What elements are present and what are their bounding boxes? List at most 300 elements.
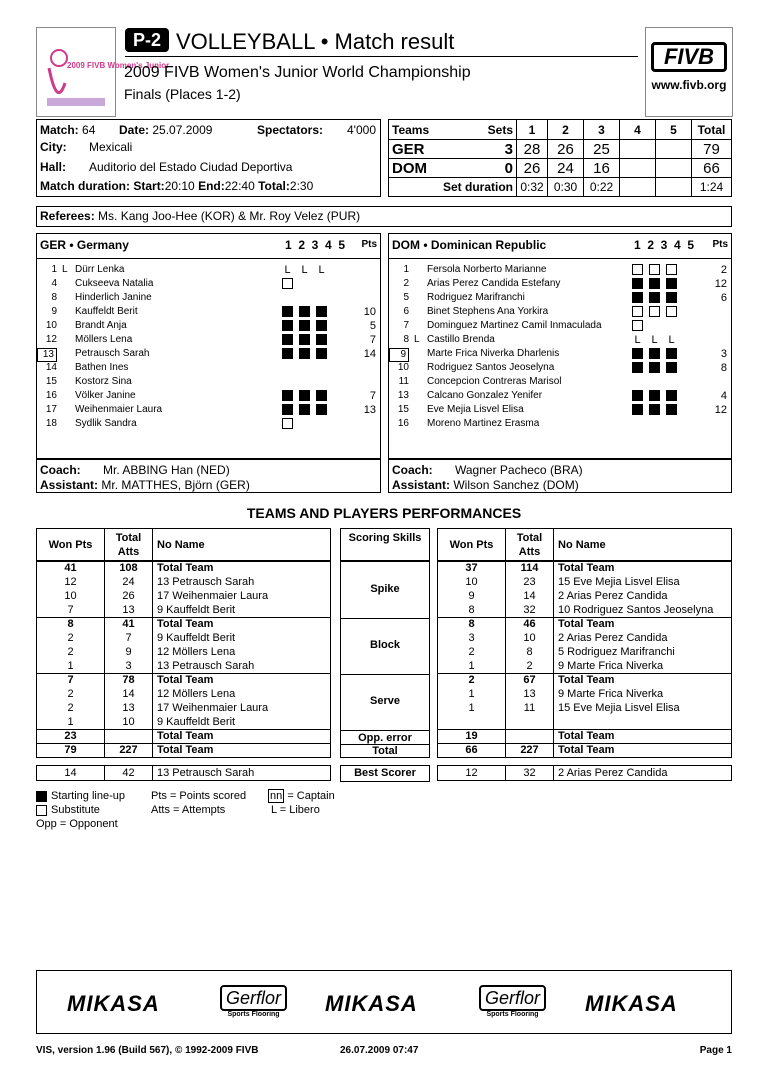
starting-square-icon — [316, 390, 327, 401]
coach-name: Mr. ABBING Han (NED) — [103, 463, 230, 477]
starting-square-icon — [299, 320, 310, 331]
player-row — [389, 333, 731, 347]
team-b-coach-box — [388, 459, 732, 493]
total-points: 79 — [692, 140, 732, 159]
perf-name: Total Team — [157, 730, 214, 742]
starting-square-icon — [632, 292, 643, 303]
perf-name: 9 Kauffeldt Berit — [157, 715, 236, 728]
assistant-label: Assistant: — [40, 478, 99, 492]
team-b-sets-header: 1 2 3 4 5 — [634, 238, 695, 252]
perf-atts: 2 — [506, 660, 554, 674]
player-row — [37, 277, 380, 291]
libero-set-marker: L — [318, 264, 325, 276]
sponsor-bar — [36, 970, 732, 1034]
coach-label: Coach: — [392, 463, 433, 477]
starting-square-icon — [282, 306, 293, 317]
player-points: 12 — [714, 404, 727, 416]
set-score — [656, 140, 692, 159]
player-row — [389, 361, 731, 375]
perf-won: 12 — [37, 576, 105, 590]
player-name: Dominguez Martinez Camil Inmaculada — [427, 320, 602, 331]
perf-row — [37, 716, 331, 730]
perf-row — [438, 660, 732, 674]
player-name: Eve Mejia Lisvel Elisa — [427, 404, 524, 415]
perf-name: 2 Arias Perez Candida — [558, 590, 668, 602]
perf-atts: 114 — [506, 562, 554, 576]
city-value: Mexicali — [89, 140, 133, 154]
best-scorer-label: Best Scorer — [340, 765, 430, 782]
perf-won: 8 — [37, 618, 105, 632]
player-number: 9 — [51, 306, 57, 317]
starting-square-icon — [632, 404, 643, 415]
footer-printed: 26.07.2009 07:47 — [340, 1045, 419, 1056]
perf-name: Total Team — [558, 730, 615, 742]
team-a-sets-header: 1 2 3 4 5 — [285, 238, 346, 252]
player-name: Cukseeva Natalia — [75, 278, 154, 289]
substitute-square-icon — [666, 264, 677, 275]
perf-row — [438, 590, 732, 604]
starting-square-icon — [666, 278, 677, 289]
referees-label: Referees: — [40, 209, 95, 223]
player-points: 8 — [720, 362, 727, 374]
score-header-set5: 5 — [656, 120, 692, 140]
skill-block: Block — [370, 639, 400, 651]
perf-name: Total Team — [157, 674, 214, 687]
set-score: 26 — [548, 140, 584, 159]
player-points: 3 — [720, 348, 727, 360]
match-date: 25.07.2009 — [152, 123, 213, 137]
perf-row — [37, 646, 331, 660]
best-won: 14 — [37, 766, 105, 781]
perf-row — [37, 590, 331, 604]
perf-won: 1 — [438, 688, 506, 702]
end-time: 22:40 — [224, 179, 255, 193]
perf-won: 2 — [37, 688, 105, 702]
player-name: Binet Stephens Ana Yorkira — [427, 306, 549, 317]
starting-square-icon — [299, 334, 310, 345]
best-scorer-a — [36, 765, 331, 781]
starting-square-icon — [649, 278, 660, 289]
perf-name: 2 Arias Perez Candida — [558, 632, 668, 644]
starting-square-icon — [316, 348, 327, 359]
perf-name: 9 Marte Frica Niverka — [558, 688, 664, 700]
perf-header-won: Won Pts — [438, 529, 506, 561]
player-name: Völker Janine — [75, 390, 136, 401]
score-table — [388, 119, 732, 197]
player-points: 10 — [363, 306, 376, 318]
legend-col3 — [268, 789, 335, 817]
set-duration: 0:32 — [517, 178, 548, 197]
total-label: Total: — [258, 179, 290, 193]
perf-row — [438, 702, 732, 716]
set-score — [656, 159, 692, 178]
perf-table-a — [36, 561, 331, 758]
sets-won: 0 — [479, 159, 517, 178]
player-number: 13 — [37, 348, 57, 362]
starting-square-icon — [666, 348, 677, 359]
player-points: 4 — [720, 390, 727, 402]
perf-header-total: Total Atts — [105, 529, 153, 561]
perf-name: Total Team — [558, 618, 615, 631]
player-number: 15 — [397, 404, 409, 415]
starting-square-icon — [316, 334, 327, 345]
player-points: 7 — [369, 334, 376, 346]
starting-square-icon — [632, 362, 643, 373]
substitute-square-icon — [666, 306, 677, 317]
set-score: 24 — [548, 159, 584, 178]
legend-libero: L = Libero — [271, 804, 320, 816]
perf-name: 12 Möllers Lena — [157, 646, 236, 658]
perf-atts: 9 — [105, 646, 153, 660]
starting-square-icon — [299, 404, 310, 415]
score-row-team-a — [389, 140, 732, 159]
perf-won: 8 — [438, 618, 506, 632]
set-duration: 0:30 — [548, 178, 584, 197]
starting-square-icon — [36, 791, 47, 802]
player-row — [37, 263, 380, 277]
player-number: 16 — [397, 418, 409, 429]
perf-row — [438, 632, 732, 646]
starting-square-icon — [666, 362, 677, 373]
player-row — [37, 389, 380, 403]
perf-name: 9 Kauffeldt Berit — [157, 603, 236, 616]
player-row — [37, 291, 380, 305]
team-b-pts-header: Pts — [712, 239, 728, 250]
player-number: 9 — [389, 348, 409, 362]
score-header-set4: 4 — [620, 120, 656, 140]
legend-col2 — [151, 789, 246, 817]
best-name: 2 Arias Perez Candida — [554, 766, 732, 781]
player-name: Möllers Lena — [75, 334, 133, 345]
player-row — [389, 389, 731, 403]
perf-name: Total Team — [558, 744, 615, 756]
substitute-square-icon — [632, 264, 643, 275]
fivb-logo-mark: FIVB — [651, 42, 727, 72]
player-name: Castillo Brenda — [427, 334, 495, 345]
player-name: Sydlik Sandra — [75, 418, 137, 429]
starting-square-icon — [282, 404, 293, 415]
set-duration-row — [389, 178, 732, 197]
perf-header-name: No Name — [153, 529, 331, 561]
perf-header-won: Won Pts — [37, 529, 105, 561]
starting-square-icon — [649, 362, 660, 373]
set-score: 26 — [517, 159, 548, 178]
match-info-box — [36, 119, 381, 197]
perf-row — [37, 744, 331, 758]
skill-opp-error: Opp. error — [358, 732, 412, 744]
perf-won: 2 — [438, 674, 506, 688]
score-header-set3: 3 — [584, 120, 620, 140]
perf-atts: 26 — [105, 590, 153, 604]
player-points: 5 — [369, 320, 376, 332]
legend-starting: Starting line-up — [51, 790, 125, 802]
team-b-panel — [388, 233, 732, 459]
perf-won: 2 — [37, 646, 105, 660]
player-row — [389, 417, 731, 431]
perf-name: 12 Möllers Lena — [157, 688, 236, 700]
perf-won: 1 — [438, 660, 506, 674]
footer-page: Page 1 — [699, 1045, 732, 1056]
perf-name: 15 Eve Mejia Lisvel Elisa — [558, 702, 680, 714]
player-row — [37, 319, 380, 333]
coach-label: Coach: — [40, 463, 81, 477]
perf-won: 2 — [438, 646, 506, 660]
libero-set-marker: L — [668, 334, 675, 346]
hall-value: Auditorio del Estado Ciudad Deportiva — [89, 160, 293, 174]
perf-name: 9 Kauffeldt Berit — [157, 632, 236, 644]
player-points: 14 — [363, 348, 376, 360]
perf-won: 7 — [37, 604, 105, 618]
player-number: 11 — [398, 376, 409, 387]
set-score: 25 — [584, 140, 620, 159]
perf-atts: 24 — [105, 576, 153, 590]
player-name: Arias Perez Candida Estefany — [427, 278, 561, 289]
sponsor-logo: MIKASA — [325, 991, 418, 1016]
perf-atts: 14 — [506, 590, 554, 604]
score-header-sets: Sets — [479, 120, 517, 140]
perf-header-total: Total Atts — [506, 529, 554, 561]
title-divider — [125, 56, 638, 57]
player-name: Moreno Martinez Erasma — [427, 418, 540, 429]
player-name: Weihenmaier Laura — [75, 404, 163, 415]
player-row — [389, 305, 731, 319]
perf-row — [37, 702, 331, 716]
perf-won: 9 — [438, 590, 506, 604]
perf-atts: 108 — [105, 562, 153, 576]
perf-row — [37, 576, 331, 590]
perf-won: 1 — [438, 702, 506, 716]
starting-square-icon — [632, 390, 643, 401]
perf-name: Total Team — [558, 562, 615, 575]
perf-row — [438, 576, 732, 590]
sponsor-logo-gerflor — [479, 985, 546, 1018]
referees-box — [36, 206, 732, 227]
skill-total: Total — [372, 745, 398, 757]
perf-atts — [105, 730, 153, 744]
end-label: End: — [198, 179, 225, 193]
perf-table-b — [437, 561, 732, 758]
perf-row — [37, 618, 331, 632]
perf-atts: 14 — [105, 688, 153, 702]
match-label: Match: — [40, 123, 79, 137]
coach-name: Wagner Pacheco (BRA) — [455, 463, 583, 477]
skill-spike: Spike — [370, 583, 400, 595]
libero-set-marker: L — [634, 334, 641, 346]
sponsor-logo: MIKASA — [67, 991, 160, 1016]
starting-square-icon — [649, 348, 660, 359]
player-row — [37, 375, 380, 389]
starting-square-icon — [632, 348, 643, 359]
perf-won: 66 — [438, 744, 506, 758]
perf-atts: 227 — [506, 744, 554, 758]
perf-name — [554, 716, 732, 730]
city-label: City: — [40, 140, 67, 154]
substitute-square-icon — [649, 306, 660, 317]
team-code: DOM — [389, 159, 479, 178]
fivb-logo — [645, 27, 733, 117]
player-row — [389, 347, 731, 361]
perf-row — [37, 674, 331, 688]
best-atts: 32 — [506, 766, 554, 781]
player-row — [37, 417, 380, 431]
player-number: 15 — [45, 376, 57, 387]
starting-square-icon — [632, 278, 643, 289]
set-score: 28 — [517, 140, 548, 159]
starting-square-icon — [299, 390, 310, 401]
player-number: 10 — [397, 362, 409, 373]
perf-won: 37 — [438, 562, 506, 576]
start-label: Start: — [133, 179, 165, 193]
perf-won: 3 — [438, 632, 506, 646]
player-name: Rodriguez Marifranchi — [427, 292, 525, 303]
starting-square-icon — [282, 334, 293, 345]
starting-square-icon — [282, 390, 293, 401]
libero-set-marker: L — [301, 264, 308, 276]
starting-square-icon — [649, 292, 660, 303]
match-number: 64 — [82, 123, 96, 137]
perf-row — [438, 562, 732, 576]
score-header-set1: 1 — [517, 120, 548, 140]
perf-row — [438, 618, 732, 632]
libero-set-marker: L — [284, 264, 291, 276]
footer-version: VIS, version 1.96 (Build 567), © 1992-2009 FIVB — [36, 1045, 259, 1056]
player-number: 12 — [45, 334, 57, 345]
substitute-square-icon — [632, 306, 643, 317]
player-number: 13 — [397, 390, 409, 401]
starting-square-icon — [649, 404, 660, 415]
page-title: VOLLEYBALL • Match result — [176, 29, 455, 54]
perf-atts: 10 — [506, 632, 554, 646]
assistant-label: Assistant: — [392, 478, 451, 492]
libero-marker: L — [414, 334, 420, 345]
set-duration — [656, 178, 692, 197]
player-number: 14 — [45, 362, 57, 373]
set-score — [620, 159, 656, 178]
player-row — [389, 403, 731, 417]
substitute-square-icon — [282, 278, 293, 289]
starting-square-icon — [649, 390, 660, 401]
player-number: 7 — [403, 320, 409, 331]
player-name: Hinderlich Janine — [75, 292, 152, 303]
player-row — [37, 333, 380, 347]
spectators-label: Spectators: — [257, 123, 324, 137]
starting-square-icon — [666, 292, 677, 303]
best-name: 13 Petrausch Sarah — [153, 766, 331, 781]
total-duration: 1:24 — [692, 178, 732, 197]
player-row — [389, 277, 731, 291]
libero-marker: L — [62, 264, 68, 275]
perf-won: 23 — [37, 730, 105, 744]
substitute-square-icon — [36, 805, 47, 816]
skills-column — [340, 561, 430, 758]
sponsor-sub: Sports Flooring — [486, 1011, 539, 1018]
player-number: 6 — [403, 306, 409, 317]
player-number: 16 — [45, 390, 57, 401]
perf-atts: 10 — [105, 716, 153, 730]
team-a-pts-header: Pts — [361, 239, 377, 250]
sponsor-logo: MIKASA — [585, 991, 678, 1016]
perf-row — [37, 562, 331, 576]
perf-name: Total Team — [157, 562, 214, 575]
best-won: 12 — [438, 766, 506, 781]
perf-header-name: No Name — [554, 529, 732, 561]
perf-won: 1 — [37, 660, 105, 674]
best-atts: 42 — [105, 766, 153, 781]
perf-atts: 13 — [105, 702, 153, 716]
perf-atts: 46 — [506, 618, 554, 632]
team-a-coach-box — [36, 459, 381, 493]
starting-square-icon — [282, 348, 293, 359]
substitute-square-icon — [632, 320, 643, 331]
legend-pts: Pts = Points scored — [151, 790, 247, 802]
start-time: 20:10 — [164, 179, 195, 193]
perf-atts: 78 — [105, 674, 153, 688]
player-name: Kauffeldt Berit — [75, 306, 138, 317]
sets-won: 3 — [479, 140, 517, 159]
player-row — [389, 291, 731, 305]
perf-won: 2 — [37, 702, 105, 716]
player-points: 7 — [369, 390, 376, 402]
player-name: Dürr Lenka — [75, 264, 125, 275]
perf-atts — [506, 730, 554, 744]
perf-row — [438, 730, 732, 744]
player-name: Calcano Gonzalez Yenifer — [427, 390, 543, 401]
perf-won: 19 — [438, 730, 506, 744]
perf-row — [438, 744, 732, 758]
perf-atts: 3 — [105, 660, 153, 674]
player-name: Brandt Anja — [75, 320, 127, 331]
player-name: Petrausch Sarah — [75, 348, 150, 359]
legend — [36, 789, 125, 831]
perf-row — [438, 674, 732, 688]
libero-set-marker: L — [651, 334, 658, 346]
perf-won: 10 — [37, 590, 105, 604]
player-row — [37, 403, 380, 417]
skill-serve: Serve — [370, 695, 400, 707]
legend-substitute: Substitute — [51, 804, 100, 816]
player-number: 4 — [51, 278, 57, 289]
captain-box: nn — [270, 790, 283, 802]
event-phase: Finals (Places 1-2) — [124, 86, 241, 102]
perf-row — [438, 688, 732, 702]
substitute-square-icon — [649, 264, 660, 275]
perf-row — [438, 646, 732, 660]
starting-square-icon — [666, 404, 677, 415]
player-row — [37, 305, 380, 319]
perf-atts: 7 — [105, 632, 153, 646]
player-number: 1 — [51, 264, 57, 275]
duration-label: Match duration: — [40, 179, 130, 193]
player-number: 2 — [403, 278, 409, 289]
perf-name: 13 Petrausch Sarah — [157, 576, 255, 588]
legend-captain: = Captain — [287, 790, 335, 802]
player-points: 2 — [720, 264, 727, 276]
performances-title: TEAMS AND PLAYERS PERFORMANCES — [246, 505, 522, 521]
perf-won: 8 — [438, 604, 506, 618]
perf-row — [37, 688, 331, 702]
perf-atts: 227 — [105, 744, 153, 758]
perf-name: 5 Rodriguez Marifranchi — [558, 646, 675, 658]
perf-won: 41 — [37, 562, 105, 576]
score-header-teams: Teams — [389, 120, 479, 140]
assistant-name: Mr. MATTHES, Björn (GER) — [101, 478, 250, 492]
player-row — [37, 361, 380, 375]
player-number: 8 — [403, 334, 409, 345]
perf-name: Total Team — [157, 744, 214, 756]
player-name: Bathen Ines — [75, 362, 129, 373]
legend-opp: Opp = Opponent — [36, 818, 118, 830]
perf-won: 1 — [37, 716, 105, 730]
